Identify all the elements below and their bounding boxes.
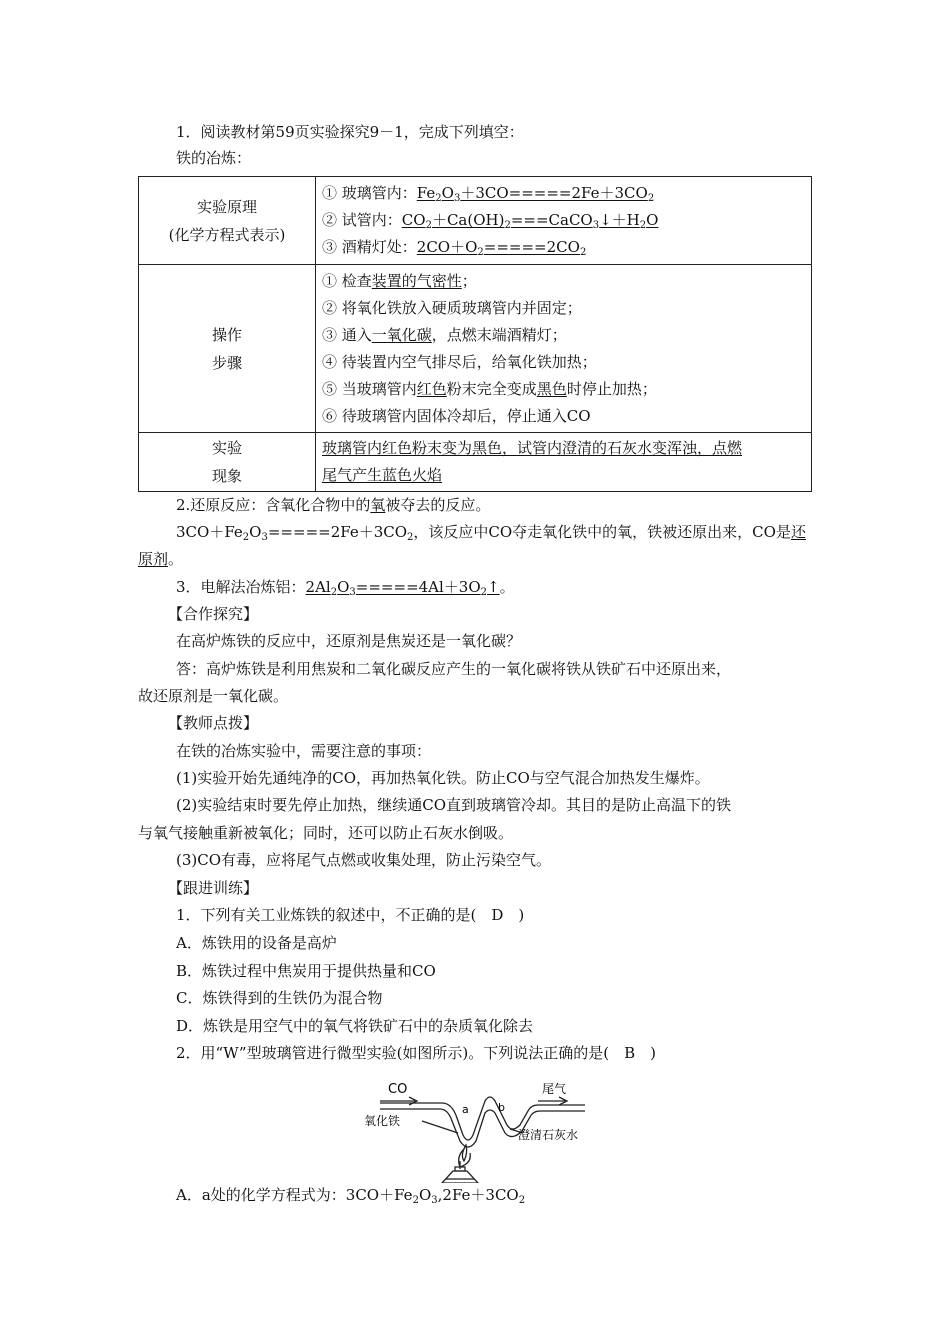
practice-option-c: C．炼铁得到的生铁仍为混合物 — [176, 989, 383, 1007]
reduction-example: $3CO+Fe_2O_3=====2Fe+3CO_2$，该反应中CO夺走氧化铁中的氧，铁被还原出来，CO是还 — [176, 523, 806, 543]
practice-question-2: 2．用“W”型玻璃管进行微型实验(如图所示)。下列说法正确的是( B ) — [176, 1044, 657, 1062]
reduction-definition: 2.还原反应：含氧化合物中的氧被夺去的反应。 — [176, 496, 491, 514]
flame — [462, 1145, 466, 1161]
steps-header: 操作 步骤 — [139, 265, 316, 433]
w-tube-apparatus-figure — [360, 1073, 610, 1183]
reduction-example-cont: 原剂。 — [138, 550, 184, 568]
phenomenon-header: 实验 现象 — [139, 433, 316, 492]
practice-option-a: A．炼铁用的设备是高炉 — [176, 934, 337, 952]
steps-list — [316, 265, 812, 433]
co-label: CO — [388, 1082, 408, 1097]
principle-equations — [316, 177, 812, 265]
iron-oxide-label: 氧化铁 — [364, 1114, 401, 1128]
section-subtitle: 铁的冶炼： — [176, 149, 252, 167]
teacher-heading: 【教师点拨】 — [168, 714, 259, 732]
step-2: ② 将氧化铁放入硬质玻璃管内并固定； — [322, 298, 582, 317]
lamp-body — [442, 1171, 478, 1183]
experiment-table — [138, 176, 812, 492]
practice-option-d: D．炼铁是用空气中的氧气将铁矿石中的杂质氧化除去 — [176, 1017, 534, 1035]
limewater-label: 澄清石灰水 — [518, 1128, 579, 1142]
question-3: 3．电解法冶炼铝：$2Al_2O_3=====4Al+3O_2↑$。 — [176, 578, 515, 598]
teacher-point-1: (1)实验开始先通纯净的CO，再加热氧化铁。防止CO与空气混合加热发生爆炸。 — [176, 769, 710, 787]
practice-q2-option-a: A．a处的化学方程式为：$3CO+Fe_2O_3,2Fe+3CO_2$ — [176, 1186, 526, 1206]
practice-question-1: 1．下列有关工业炼铁的叙述中，不正确的是( D ) — [176, 906, 525, 924]
teacher-point-2a: (2)实验结束时要先停止加热，继续通CO直到玻璃管冷却。其目的是防止高温下的铁 — [176, 796, 732, 814]
question-1-prompt: 1．阅读教材第59页实验探究9－1，完成下列填空： — [176, 123, 524, 141]
teacher-point-3: (3)CO有毒，应将尾气点燃或收集处理，防止污染空气。 — [176, 851, 552, 869]
step-1: ① 检查装置的气密性； — [322, 271, 477, 290]
table-row-steps — [139, 265, 812, 433]
table-row-principle — [139, 177, 812, 265]
coop-question: 在高炉炼铁的反应中，还原剂是焦炭还是一氧化碳？ — [176, 632, 522, 650]
teacher-point-2b: 与氧气接触重新被氧化；同时，还可以防止石灰水倒吸。 — [138, 824, 514, 842]
tail-gas-label: 尾气 — [542, 1082, 567, 1096]
step-4: ④ 待装置内空气排尽后，给氧化铁加热； — [322, 352, 597, 371]
principle-header: 实验原理 (化学方程式表示) — [139, 177, 316, 265]
equation-test-tube: ② 试管内：$CO_2+Ca(OH)_2===CaCO_3↓+H_2O$ — [322, 211, 659, 231]
coop-answer-line2: 故还原剂是一氧化碳。 — [138, 687, 289, 705]
equation-lamp: ③ 酒精灯处：$2CO+O_2=====2CO_2$ — [322, 238, 587, 258]
table-row-phenomenon — [139, 433, 812, 492]
step-6: ⑥ 待玻璃管内固体冷却后，停止通入CO — [322, 406, 591, 425]
coop-heading: 【合作探究】 — [168, 605, 259, 623]
step-3: ③ 通入一氧化碳，点燃末端酒精灯； — [322, 325, 567, 344]
practice-option-b: B．炼铁过程中焦炭用于提供热量和CO — [176, 962, 436, 980]
equation-glass-tube: ① 玻璃管内：$Fe_2O_3+3CO=====2Fe+3CO_2$ — [322, 184, 655, 204]
teacher-intro: 在铁的冶炼实验中，需要注意的事项： — [176, 742, 432, 760]
practice-heading: 【跟进训练】 — [168, 879, 259, 897]
coop-answer-line1: 答：高炉炼铁是利用焦炭和二氧化碳反应产生的一氧化碳将铁从铁矿石中还原出来， — [176, 660, 732, 678]
point-b-label: b — [498, 1101, 505, 1114]
step-5: ⑤ 当玻璃管内红色粉末完全变成黑色时停止加热； — [322, 379, 657, 398]
phenomenon-text: 玻璃管内红色粉末变为黑色，试管内澄清的石灰水变浑浊，点燃 尾气产生蓝色火焰 — [316, 433, 812, 492]
point-a-label: a — [462, 1103, 469, 1116]
